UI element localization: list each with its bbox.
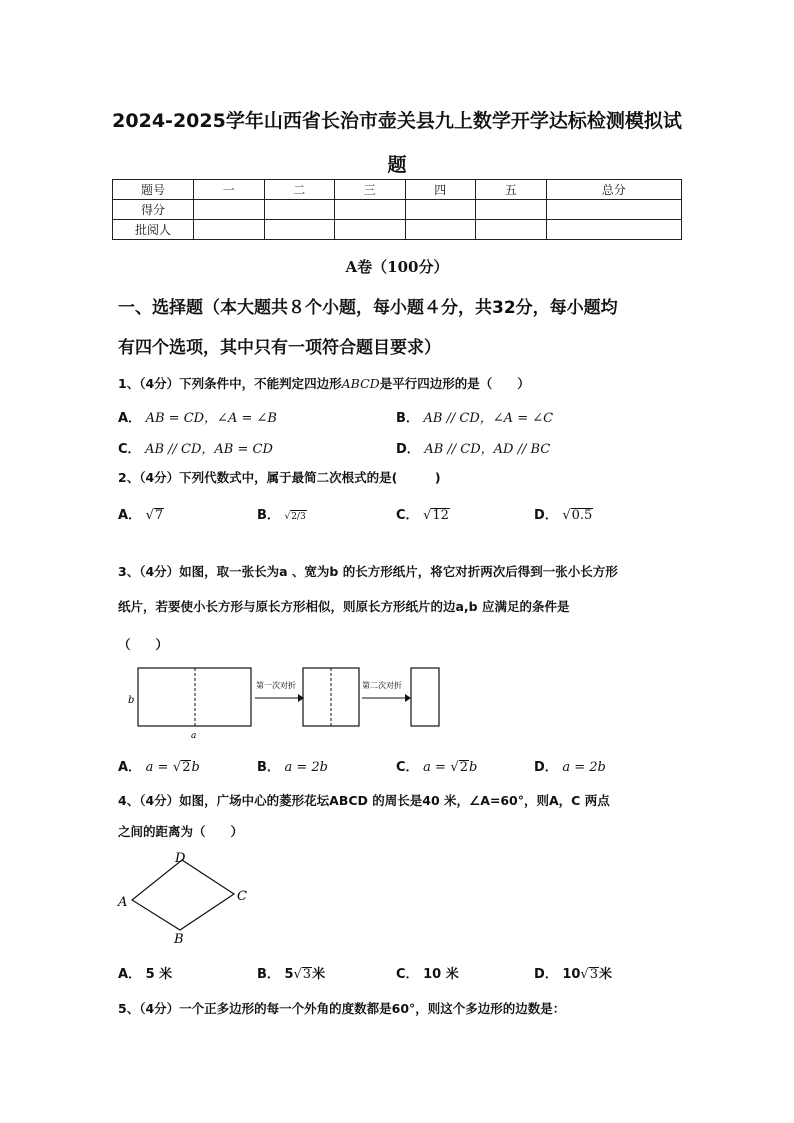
question-1-tail: 是平行四边形的是（ ） [379, 376, 530, 391]
question-1-text: 1、（4分）下列条件中，不能判定四边形 [118, 376, 342, 391]
part-heading-continued: 有四个选项，其中只有一项符合题目要求） [118, 338, 441, 358]
table-row [113, 220, 682, 240]
q3-option-c[interactable]: C． a = √2b [396, 760, 478, 775]
q2-option-b[interactable]: B． √2/3 [257, 508, 306, 523]
score-cell[interactable] [264, 200, 335, 220]
page-title-continued: 题 [387, 154, 407, 176]
folded-once-rectangle [303, 668, 359, 726]
label-a: a [191, 731, 197, 741]
grader-cell[interactable] [476, 220, 547, 240]
table-header-cell: 三 [335, 180, 406, 200]
rhombus-figure [112, 848, 262, 948]
question-1-math: ABCD [341, 376, 380, 391]
fold-figure [118, 658, 458, 743]
score-cell[interactable] [546, 200, 682, 220]
question-4-stem-continued: 之间的距离为（ ） [118, 824, 244, 839]
q1-option-d[interactable]: D． AB // CD，AD // BC [396, 442, 551, 457]
vertex-b-label: B [174, 932, 184, 947]
question-3-stem: 3、（4分）如图，取一张长为a 、宽为b 的长方形纸片，将它对折两次后得到一张小长方形 [118, 564, 618, 579]
question-3-stem-paren: （ ） [118, 637, 169, 652]
score-table [112, 179, 682, 240]
score-cell[interactable] [405, 200, 476, 220]
table-header-cell: 一 [194, 180, 265, 200]
grader-cell[interactable] [405, 220, 476, 240]
q1-option-a[interactable]: A． AB = CD，∠A = ∠B [118, 411, 277, 426]
grader-cell[interactable] [264, 220, 335, 240]
score-cell[interactable] [194, 200, 265, 220]
vertex-c-label: C [237, 889, 247, 904]
label-fold-1: 第一次对折 [256, 681, 296, 690]
arrow-2-head [405, 694, 411, 702]
question-5-stem: 5、（4分）一个正多边形的每一个外角的度数都是60°，则这个多边形的边数是： [118, 1001, 566, 1016]
table-row-label: 批阅人 [113, 220, 194, 240]
table-header-cell: 二 [264, 180, 335, 200]
part-heading: 一、选择题（本大题共８个小题，每小题４分，共32分，每小题均 [118, 298, 618, 318]
rhombus-abcd [132, 860, 234, 930]
q2-option-d[interactable]: D． √0.5 [534, 508, 593, 523]
score-cell[interactable] [476, 200, 547, 220]
q1-option-c[interactable]: C． AB // CD，AB = CD [118, 442, 273, 457]
q4-option-a[interactable]: A． 5 米 [118, 967, 173, 982]
q1-option-b[interactable]: B． AB // CD，∠A = ∠C [396, 411, 554, 426]
table-row-label: 得分 [113, 200, 194, 220]
label-fold-2: 第二次对折 [362, 681, 402, 690]
table-row [113, 200, 682, 220]
grader-cell[interactable] [546, 220, 682, 240]
page-title: 2024-2025学年山西省长治市壶关县九上数学开学达标检测模拟试 [112, 110, 682, 132]
question-3-stem-continued: 纸片，若要使小长方形与原长方形相似，则原长方形纸片的边a,b 应满足的条件是 [118, 599, 570, 614]
q4-option-b[interactable]: B． 5√3米 [257, 967, 326, 982]
vertex-d-label: D [175, 851, 186, 866]
original-rectangle [138, 668, 251, 726]
vertex-a-label: A [118, 895, 128, 910]
score-cell[interactable] [335, 200, 406, 220]
q2-option-c[interactable]: C． √12 [396, 508, 449, 523]
q4-option-d[interactable]: D． 10√3米 [534, 967, 613, 982]
question-2-stem: 2、（4分）下列代数式中，属于最简二次根式的是( ) [118, 470, 441, 485]
q3-option-b[interactable]: B． a = 2b [257, 760, 328, 775]
grader-cell[interactable] [335, 220, 406, 240]
table-row [113, 180, 682, 200]
folded-twice-rectangle [411, 668, 439, 726]
q4-option-c[interactable]: C． 10 米 [396, 967, 459, 982]
q3-option-a[interactable]: A． a = √2b [118, 760, 200, 775]
section-title: A卷（100分） [345, 258, 449, 276]
table-header-cell: 四 [405, 180, 476, 200]
q2-option-a[interactable]: A． √7 [118, 508, 164, 523]
label-b: b [128, 695, 135, 706]
table-header-cell: 总分 [546, 180, 682, 200]
question-4-stem: 4、（4分）如图，广场中心的菱形花坛ABCD 的周长是40 米，∠A=60°，则A，C 两点 [118, 793, 610, 808]
question-1-stem [118, 367, 688, 400]
table-header-cell: 题号 [113, 180, 194, 200]
table-header-cell: 五 [476, 180, 547, 200]
grader-cell[interactable] [194, 220, 265, 240]
q3-option-d[interactable]: D． a = 2b [534, 760, 606, 775]
